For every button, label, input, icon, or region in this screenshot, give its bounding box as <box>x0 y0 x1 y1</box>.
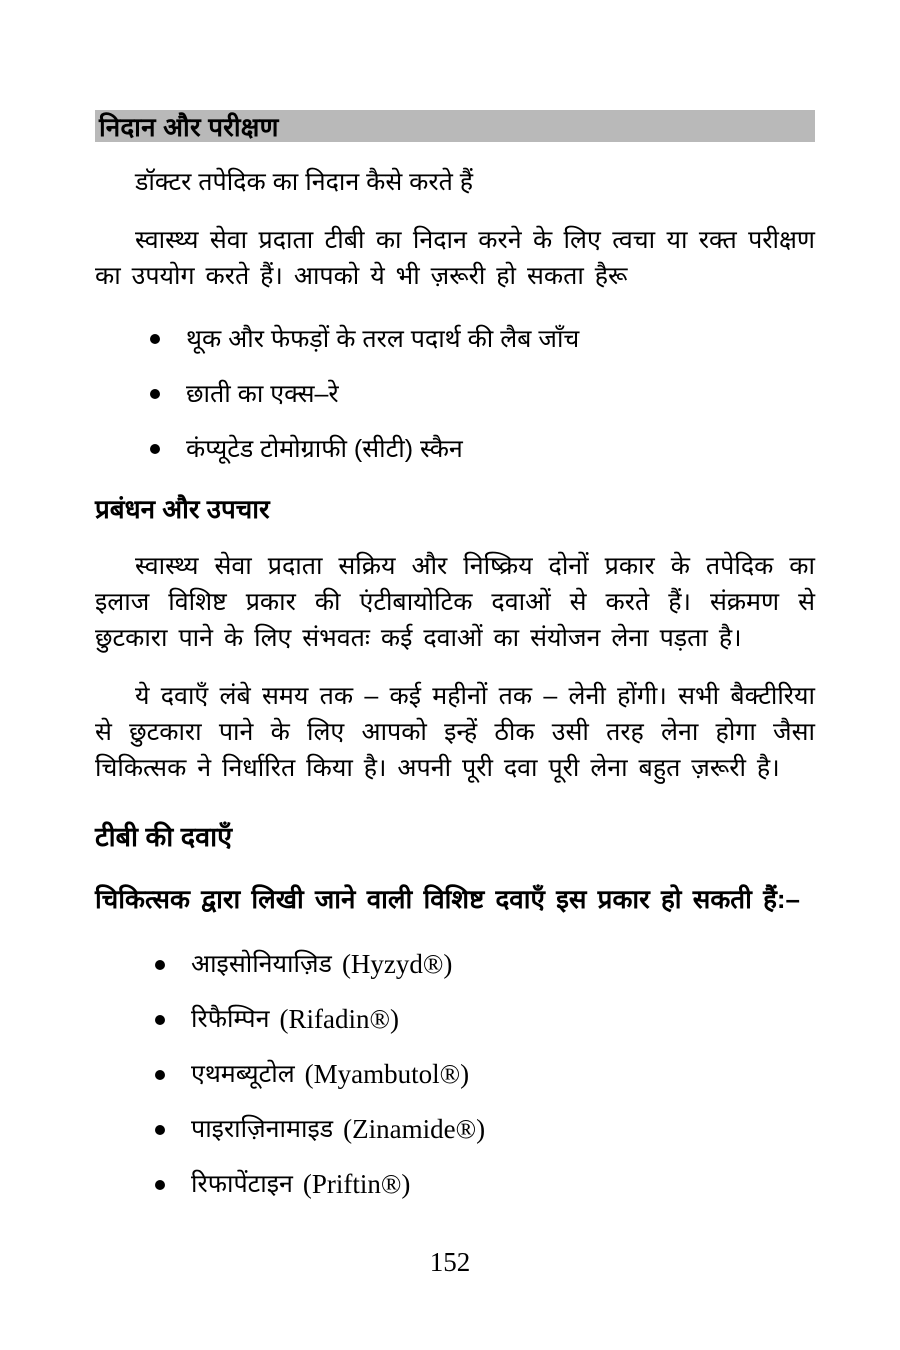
medication-brand: (Rifadin®) <box>279 1004 399 1034</box>
bullet-icon <box>155 1015 165 1025</box>
diagnosis-bullet-list <box>95 322 815 466</box>
management-paragraph-1: स्वास्थ्य सेवा प्रदाता सक्रिय और निष्क्रिय दोनों प्रकार के तपेदिक का इलाज विशिष्ट प्रकार की एंटीबायोटिक दवाओं से करते हैं। संक्रमण से छुटकारा पाने के लिए संभवतः कई दवाओं का संयोजन लेना पड़ता है। <box>95 552 815 652</box>
list-item <box>155 948 815 981</box>
medication-name: रिफैम्पिन <box>191 1005 270 1033</box>
section-header-management: प्रबंधन और उपचार <box>95 494 270 524</box>
list-item <box>150 377 815 411</box>
management-paragraph-2: ये दवाएँ लंबे समय तक – कई महीनों तक – लेनी होंगी। सभी बैक्टीरिया से छुटकारा पाने के लिए आपको इन्हें ठीक उसी तरह लेना होगा जैसा चिकित्सक ने निर्धारित किया है। अपनी पूरी दवा पूरी लेना बहुत ज़रूरी है। <box>95 682 815 782</box>
diagnosis-paragraph: स्वास्थ्य सेवा प्रदाता टीबी का निदान करने के लिए त्वचा या रक्त परीक्षण का उपयोग करते हैं। आपको ये भी ज़रूरी हो सकता हैरू <box>95 226 815 290</box>
medication-brand: (Priftin®) <box>302 1169 411 1199</box>
bullet-icon <box>155 1125 165 1135</box>
medication-name: एथमब्यूटोल <box>191 1060 295 1088</box>
list-item <box>155 1168 815 1201</box>
medications-list <box>95 948 815 1201</box>
bullet-icon <box>155 1070 165 1080</box>
page-number: 152 <box>429 1247 471 1277</box>
medication-brand: (Myambutol®) <box>304 1059 470 1089</box>
medication-brand: (Hyzyd®) <box>341 949 453 979</box>
bullet-icon <box>155 960 165 970</box>
diagnosis-intro-line: डॉक्टर तपेदिक का निदान कैसे करते हैं <box>135 168 474 196</box>
list-item <box>155 1058 815 1091</box>
medication-name: आइसोनियाज़िड <box>191 950 332 978</box>
list-item-text: कंप्यूटेड टोमोग्राफी (सीटी) स्कैन <box>186 435 463 463</box>
bullet-icon <box>150 444 160 454</box>
bullet-icon <box>155 1180 165 1190</box>
medication-name: रिफापेंटाइन <box>191 1170 293 1198</box>
list-item <box>150 432 815 466</box>
section-header-diagnosis: निदान और परीक्षण <box>95 110 815 142</box>
list-item <box>155 1113 815 1146</box>
list-item-text: थूक और फेफड़ों के तरल पदार्थ की लैब जाँच <box>186 325 580 353</box>
medication-brand: (Zinamide®) <box>343 1114 486 1144</box>
section-header-medications: टीबी की दवाएँ <box>95 822 233 852</box>
medications-lead-paragraph: चिकित्सक द्वारा लिखी जाने वाली विशिष्ट दवाएँ इस प्रकार हो सकती हैं:– <box>95 884 801 914</box>
list-item-text: छाती का एक्स–रे <box>186 380 339 408</box>
list-item <box>150 322 815 356</box>
bullet-icon <box>150 389 160 399</box>
list-item <box>155 1003 815 1036</box>
medication-name: पाइराज़िनामाइड <box>191 1115 334 1143</box>
bullet-icon <box>150 334 160 344</box>
